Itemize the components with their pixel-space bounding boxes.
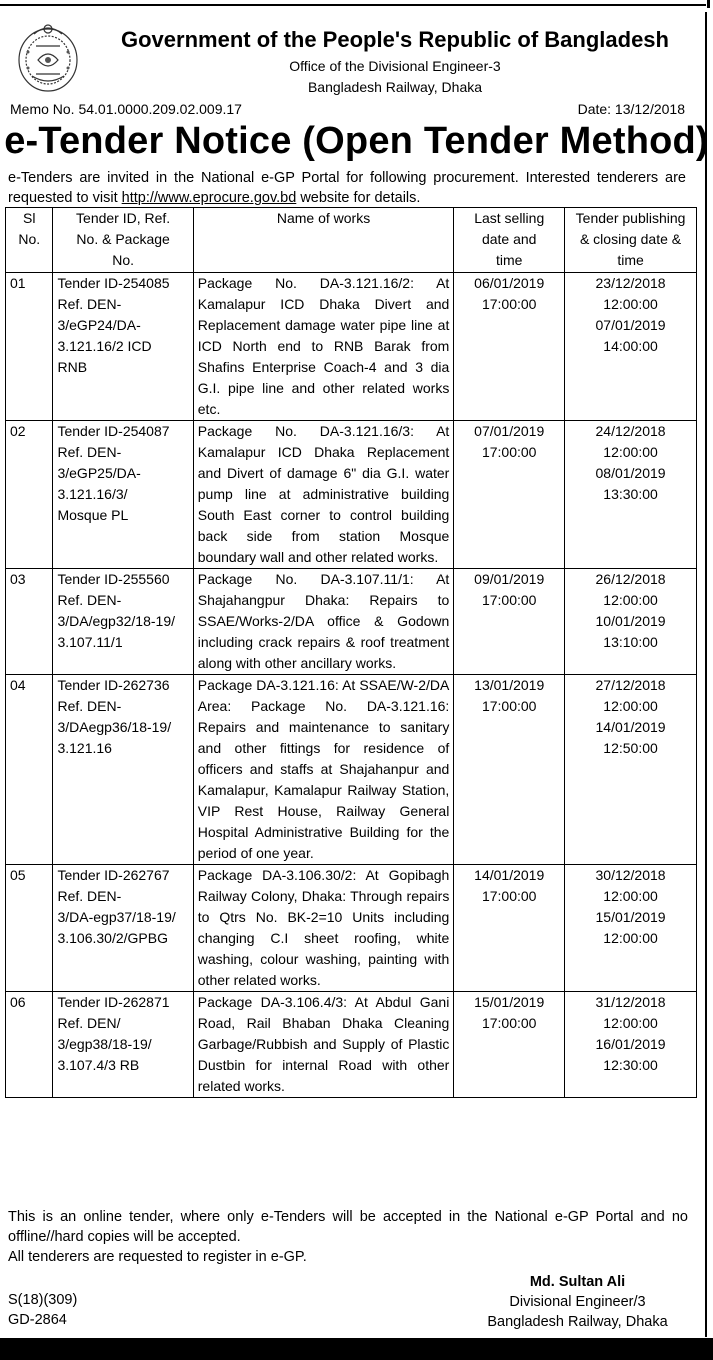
signatory-name: Md. Sultan Ali: [529, 1274, 626, 1290]
id-line: Tender ID-255560: [57, 571, 170, 587]
cell-last-selling: [454, 675, 565, 865]
table-row: [6, 992, 697, 1098]
header-sl: [6, 208, 53, 273]
top-rule: [0, 4, 706, 6]
time-line: 12:00:00: [603, 592, 658, 608]
id-line: Mosque PL: [57, 507, 129, 523]
id-line: Tender ID-262871: [57, 994, 170, 1010]
cell-sl: 03: [6, 569, 53, 675]
time-line: 14:00:00: [603, 338, 658, 354]
intro-line-2: [8, 188, 686, 208]
date-line: 13/01/2019: [474, 677, 545, 693]
cell-works: Package DA-3.106.30/2: At Gopibagh Railway Colony, Dhaka: Through repairs to Qtrs No. BK-2=10 Units including changing C.I sheet roofing, white washing, colour washing, painting with other related works.: [193, 865, 454, 992]
cell-publishing: [565, 421, 697, 569]
time-line: 12:30:00: [603, 1057, 658, 1073]
cell-last-selling: [454, 569, 565, 675]
intro-line-1: e-Tenders are invited in the National e-GP Portal for following procurement. Interested tenderers are: [8, 170, 686, 186]
date-line: 24/12/2018: [595, 423, 666, 439]
header-line: No.: [18, 231, 41, 247]
table-row: [6, 273, 697, 421]
notice-title: e-Tender Notice (Open Tender Method): [4, 120, 709, 162]
office-name: Office of the Divisional Engineer-3: [289, 58, 501, 74]
cell-tender-id: [53, 569, 193, 675]
cell-sl: 05: [6, 865, 53, 992]
cell-last-selling: [454, 273, 565, 421]
cell-sl: 06: [6, 992, 53, 1098]
memo-number: Memo No. 54.01.0000.209.02.009.17: [10, 101, 242, 117]
cell-last-selling: [454, 421, 565, 569]
date-line: 15/01/2019: [595, 909, 666, 925]
date-line: 26/12/2018: [595, 571, 666, 587]
table-row: [6, 569, 697, 675]
date-line: 06/01/2019: [474, 275, 545, 291]
date-line: 08/01/2019: [595, 465, 666, 481]
id-line: Ref. DEN-: [57, 296, 122, 312]
id-line: Tender ID-254087: [57, 423, 170, 439]
cell-last-selling: [454, 865, 565, 992]
id-line: 3.121.16/2 ICD: [57, 338, 152, 354]
time-line: 12:00:00: [603, 698, 658, 714]
cell-sl: 01: [6, 273, 53, 421]
header-tender-id: [53, 208, 193, 273]
cell-tender-id: [53, 421, 193, 569]
date-line: 30/12/2018: [595, 867, 666, 883]
id-line: 3/eGP24/DA-: [57, 317, 141, 333]
date-line: 31/12/2018: [595, 994, 666, 1010]
table-row: [6, 421, 697, 569]
government-title: Government of the People's Republic of Bangladesh: [121, 27, 669, 52]
date-line: 23/12/2018: [595, 275, 666, 291]
table-header-row: [6, 208, 697, 273]
time-line: 12:00:00: [603, 296, 658, 312]
organization-name: Bangladesh Railway, Dhaka: [307, 79, 483, 95]
reference-codes: [8, 1290, 77, 1330]
time-line: 12:00:00: [603, 1015, 658, 1031]
id-line: Tender ID-262736: [57, 677, 170, 693]
id-line: 3/DAegp36/18-19/: [57, 719, 172, 735]
time-line: 17:00:00: [481, 444, 537, 460]
id-line: Ref. DEN-: [57, 698, 122, 714]
time-line: 13:30:00: [603, 486, 658, 502]
cell-publishing: [565, 675, 697, 865]
header-line: Last selling: [474, 210, 545, 226]
header-line: Name of works: [276, 210, 371, 226]
cell-tender-id: [53, 865, 193, 992]
header-line: Tender publishing: [575, 210, 686, 226]
intro-text-end: website for details.: [296, 190, 421, 206]
date-line: 07/01/2019: [595, 317, 666, 333]
cell-tender-id: [53, 992, 193, 1098]
header-line: Sl: [23, 210, 36, 226]
cell-publishing: [565, 865, 697, 992]
id-line: RNB: [57, 359, 88, 375]
footer-notes: [8, 1207, 688, 1267]
date-line: 09/01/2019: [474, 571, 545, 587]
cell-sl: 02: [6, 421, 53, 569]
date-line: 07/01/2019: [474, 423, 545, 439]
id-line: Ref. DEN-: [57, 888, 122, 904]
id-line: 3/DA-egp37/18-19/: [57, 909, 176, 925]
time-line: 17:00:00: [481, 1015, 537, 1031]
signatory-organization: Bangladesh Railway, Dhaka: [487, 1314, 668, 1330]
id-line: Tender ID-254085: [57, 275, 170, 291]
intro-text: requested to visit: [8, 190, 122, 206]
date-line: 15/01/2019: [474, 994, 545, 1010]
cell-works: Package No. DA-3.121.16/3: At Kamalapur ICD Dhaka Replacement and Divert of damage 6" dia G.I. water pump line at administrative building South East corner to control building back side from station Mosque boundary wall and other related works.: [193, 421, 454, 569]
header-works: [193, 208, 454, 273]
bottom-border: [0, 1338, 713, 1360]
tender-table: [5, 207, 697, 1098]
date-line: 27/12/2018: [595, 677, 666, 693]
cell-publishing: [565, 273, 697, 421]
government-emblem-icon: [14, 20, 82, 96]
cell-tender-id: [53, 273, 193, 421]
id-line: 3/DA/egp32/18-19/: [57, 613, 175, 629]
cell-tender-id: [53, 675, 193, 865]
top-border: [0, 0, 713, 8]
intro-paragraph: [8, 168, 686, 208]
time-line: 17:00:00: [481, 592, 537, 608]
time-line: 17:00:00: [481, 296, 537, 312]
header-line: date and: [481, 231, 537, 247]
header-publishing: [565, 208, 697, 273]
footer-line-3: All tenderers are requested to register in e-GP.: [8, 1249, 307, 1265]
table-row: [6, 865, 697, 992]
date-line: 14/01/2019: [595, 719, 666, 735]
header-last-selling: [454, 208, 565, 273]
date-line: 16/01/2019: [595, 1036, 666, 1052]
time-line: 17:00:00: [481, 698, 537, 714]
date-line: 14/01/2019: [474, 867, 545, 883]
header-line: & closing date &: [579, 231, 682, 247]
cell-sl: 04: [6, 675, 53, 865]
code-line: S(18)(309): [8, 1292, 78, 1308]
id-line: 3/eGP25/DA-: [57, 465, 141, 481]
time-line: 13:10:00: [603, 634, 658, 650]
signature-block: [450, 1272, 705, 1332]
time-line: 12:50:00: [603, 740, 658, 756]
id-line: 3/egp38/18-19/: [57, 1036, 152, 1052]
time-line: 12:00:00: [603, 444, 658, 460]
footer-line-1: This is an online tender, where only e-Tenders will be accepted in the National e-GP Portal and no: [8, 1209, 688, 1225]
signatory-designation: Divisional Engineer/3: [509, 1294, 646, 1310]
time-line: 12:00:00: [603, 930, 658, 946]
code-line: GD-2864: [8, 1312, 67, 1328]
id-line: 3.121.16/3/: [57, 486, 128, 502]
cell-works: Package DA-3.106.4/3: At Abdul Gani Road, Rail Bhaban Dhaka Cleaning Garbage/Rubbish and Supply of Plastic Dustbin for internal Road with other related works.: [193, 992, 454, 1098]
header-line: No. & Package: [76, 231, 170, 247]
time-line: 17:00:00: [481, 888, 537, 904]
id-line: 3.106.30/2/GPBG: [57, 930, 168, 946]
cell-works: Package No. DA-3.121.16/2: At Kamalapur ICD Dhaka Divert and Replacement damage water pipe line at ICD North end to RNB Barak from Shafins Enterprise Coach-4 and 3 dia G.I. pipe line and other related works etc.: [193, 273, 454, 421]
header-line: No.: [112, 252, 135, 268]
top-edge: [707, 0, 710, 8]
notice-date: Date: 13/12/2018: [577, 101, 685, 117]
id-line: 3.107.11/1: [57, 634, 123, 650]
id-line: Ref. DEN/: [57, 1015, 121, 1031]
id-line: Tender ID-262767: [57, 867, 170, 883]
header-line: Tender ID, Ref.: [76, 210, 171, 226]
id-line: Ref. DEN-: [57, 592, 122, 608]
header-line: time: [495, 252, 523, 268]
table-row: [6, 675, 697, 865]
id-line: 3.107.4/3 RB: [57, 1057, 140, 1073]
id-line: Ref. DEN-: [57, 444, 122, 460]
time-line: 12:00:00: [603, 888, 658, 904]
cell-works: Package DA-3.121.16: At SSAE/W-2/DA Area: Package No. DA-3.121.16: Repairs and maintenance to sanitary and other fittings for residence of officers and staffs at Shajahanpur and Kamalapur, Kamalapur Railway Station, VIP Rest House, Railway General Hospital Administrative Building for the period of one year.: [193, 675, 454, 865]
header-line: time: [617, 252, 644, 268]
cell-publishing: [565, 569, 697, 675]
cell-works: Package No. DA-3.107.11/1: At Shajahangpur Dhaka: Repairs to SSAE/Works-2/DA office & Godown including crack repairs & roof treatment along with other ancillary works.: [193, 569, 454, 675]
eprocure-link[interactable]: http://www.eprocure.gov.bd: [121, 190, 297, 206]
date-line: 10/01/2019: [595, 613, 666, 629]
cell-last-selling: [454, 992, 565, 1098]
footer-line-2: offline//hard copies will be accepted.: [8, 1229, 241, 1245]
id-line: 3.121.16: [57, 740, 112, 756]
cell-publishing: [565, 992, 697, 1098]
